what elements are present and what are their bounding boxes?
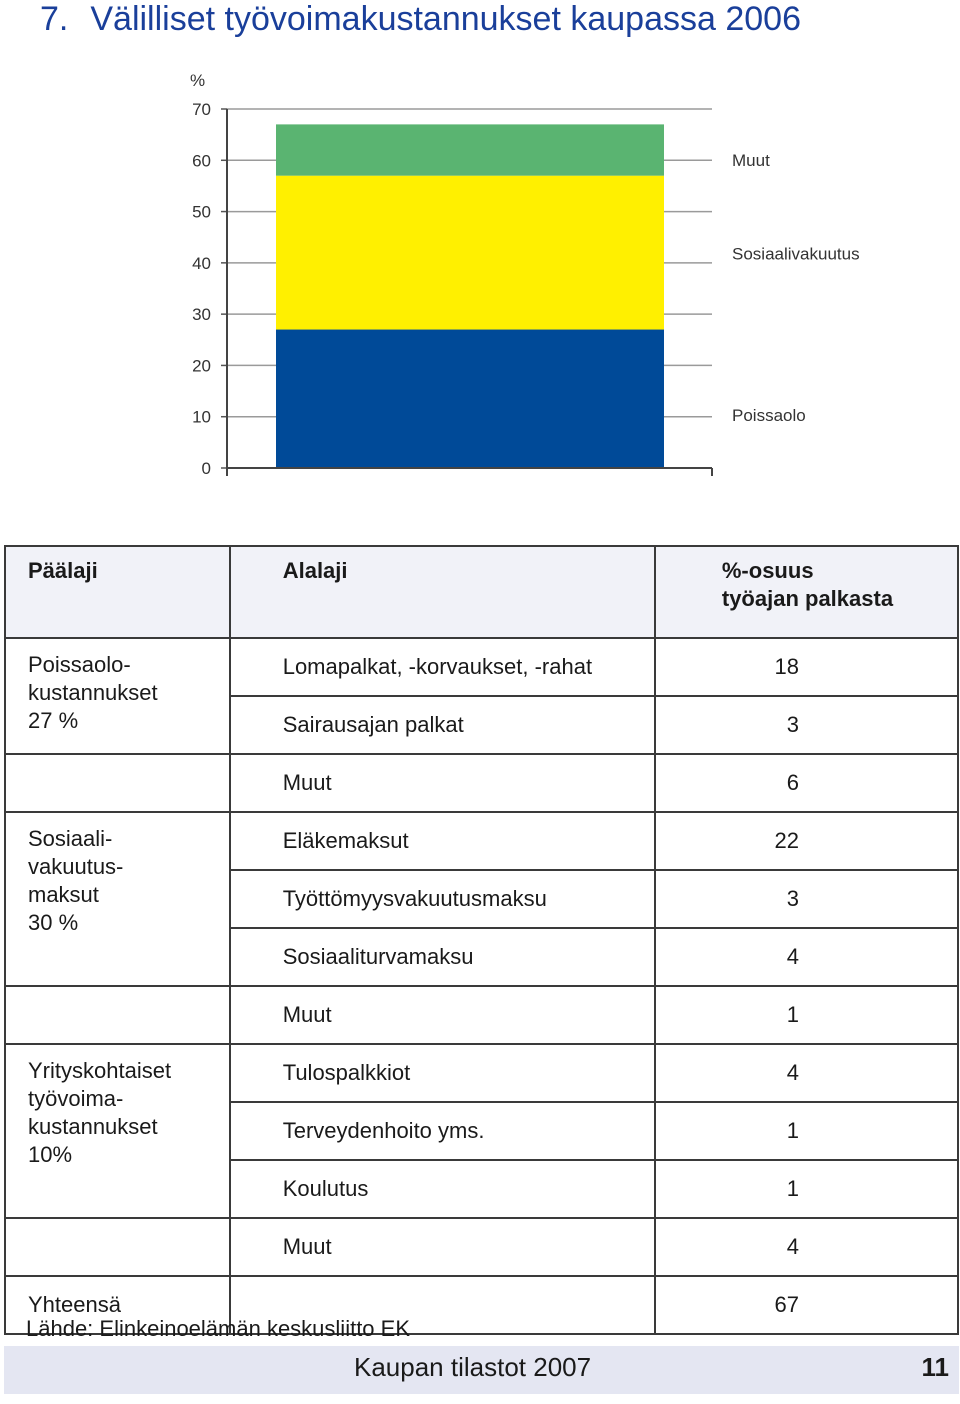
- share-value: 6: [786, 770, 799, 795]
- stacked-bar-chart: [0, 60, 960, 480]
- page-title: [40, 0, 801, 39]
- header-sub-cell: [230, 546, 655, 638]
- main-category-spacer: [5, 754, 230, 812]
- share-cell: [655, 1218, 958, 1276]
- share-value: 18: [774, 654, 799, 679]
- y-tick-label: 10: [192, 407, 211, 427]
- main-category-spacer: [5, 1218, 230, 1276]
- share-cell: [655, 870, 958, 928]
- sub-category-cell: [230, 870, 655, 928]
- sub-category: Lomapalkat, -korvaukset, -rahat: [282, 654, 593, 679]
- share-cell: [655, 986, 958, 1044]
- total-value-cell: [655, 1276, 958, 1334]
- share-cell: [655, 1044, 958, 1102]
- sub-category-cell: [230, 986, 655, 1044]
- share-cell: [655, 638, 958, 696]
- sub-category: Muut: [282, 1234, 332, 1259]
- header-main: Päälaji: [5, 546, 230, 638]
- table-row: [5, 812, 958, 870]
- sub-category-cell: [230, 1044, 655, 1102]
- y-axis-label: %: [190, 71, 206, 90]
- sub-category: Sairausajan palkat: [282, 712, 464, 737]
- sub-category: Muut: [282, 1002, 332, 1027]
- share-value: 4: [786, 1234, 799, 1259]
- table-row: [5, 1218, 958, 1276]
- share-value: 4: [786, 944, 799, 969]
- main-category-cell: [5, 638, 230, 754]
- header-share: %-osuus työajan palkasta: [721, 558, 894, 611]
- share-value: 3: [786, 712, 799, 737]
- y-tick-label: 20: [192, 356, 211, 376]
- page-number: 11: [921, 1352, 949, 1382]
- sub-category-cell: [230, 754, 655, 812]
- table-row: [5, 638, 958, 696]
- share-value: 1: [786, 1118, 799, 1143]
- header-sub: Alalaji: [282, 558, 348, 583]
- y-tick-label: 0: [201, 459, 211, 478]
- sub-category: Työttömyysvakuutusmaksu: [282, 886, 547, 911]
- page-footer: [4, 1346, 959, 1394]
- bar-segment-poissaolo: [276, 330, 664, 468]
- share-cell: [655, 928, 958, 986]
- sub-category: Koulutus: [282, 1176, 369, 1201]
- main-category: Sosiaali- vakuutus- maksut 30 %: [28, 826, 124, 935]
- main-category-spacer: [5, 986, 230, 1044]
- share-cell: [655, 812, 958, 870]
- sub-category: Terveydenhoito yms.: [282, 1118, 485, 1143]
- y-tick-label: 70: [192, 100, 211, 119]
- publication-name: Kaupan tilastot 2007: [354, 1352, 592, 1382]
- sub-category-cell: [230, 1102, 655, 1160]
- section-number: 7.: [40, 0, 69, 38]
- title-text: Välilliset työvoimakustannukset kaupassa 2006: [90, 0, 801, 38]
- share-cell: [655, 1160, 958, 1218]
- sub-category: Tulospalkkiot: [282, 1060, 411, 1085]
- sub-category-cell: [230, 638, 655, 696]
- source-note: Lähde: Elinkeinoelämän keskusliitto EK: [26, 1316, 411, 1341]
- sub-category-cell: [230, 812, 655, 870]
- bar-segment-muut: [276, 124, 664, 175]
- share-value: 3: [786, 886, 799, 911]
- share-cell: [655, 696, 958, 754]
- sub-category: Eläkemaksut: [282, 828, 409, 853]
- sub-category: Sosiaaliturvamaksu: [282, 944, 474, 969]
- table-row: [5, 754, 958, 812]
- sub-category-cell: [230, 1160, 655, 1218]
- y-tick-label: 60: [192, 151, 211, 171]
- sub-category-cell: [230, 1218, 655, 1276]
- y-tick-label: 30: [192, 305, 211, 325]
- header-row: [5, 546, 958, 638]
- legend-label: Muut: [732, 151, 770, 171]
- share-cell: [655, 1102, 958, 1160]
- share-value: 1: [786, 1176, 799, 1201]
- share-value: 22: [774, 828, 799, 853]
- y-tick-label: 50: [192, 202, 211, 222]
- legend-label: Sosiaalivakuutus: [732, 244, 860, 264]
- legend-label: Poissaolo: [732, 405, 806, 425]
- sub-category-cell: [230, 928, 655, 986]
- y-tick-label: 40: [192, 253, 211, 273]
- main-category-cell: [5, 812, 230, 986]
- total-value: 67: [774, 1292, 799, 1317]
- main-category: Yrityskohtaiset työvoima- kustannukset 10%: [28, 1058, 172, 1167]
- total-label: Yhteensä: [28, 1292, 121, 1317]
- cost-table: [4, 545, 959, 1335]
- share-cell: [655, 754, 958, 812]
- table-row: [5, 1044, 958, 1102]
- sub-category: Muut: [282, 770, 332, 795]
- sub-category-cell: [230, 696, 655, 754]
- share-value: 1: [786, 1002, 799, 1027]
- share-value: 4: [786, 1060, 799, 1085]
- header-share-cell: [655, 546, 958, 638]
- table-row: [5, 986, 958, 1044]
- main-category: Poissaolo- kustannukset 27 %: [28, 652, 158, 733]
- main-category-cell: [5, 1044, 230, 1218]
- bar-segment-sosiaalivakuutus: [276, 176, 664, 330]
